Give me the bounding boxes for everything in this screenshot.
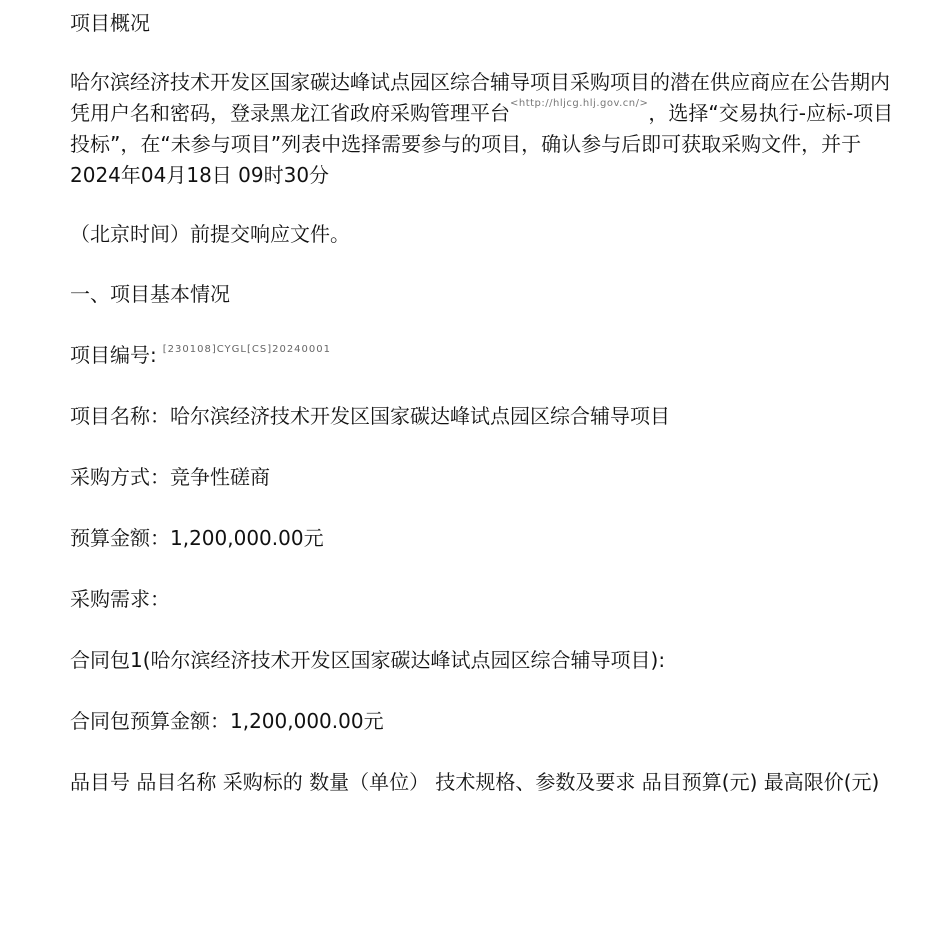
project-name-line: 项目名称：哈尔滨经济技术开发区国家碳达峰试点园区综合辅导项目 xyxy=(70,404,670,428)
project-number-label: 项目编号 xyxy=(70,343,150,367)
section-heading-basic-info: 一、项目基本情况 xyxy=(70,282,230,306)
overview-text-part1: 哈尔滨经济技术开发区国家碳达峰试点园区综合辅导项目采购项目的潜在供应商应在公告期内凭用户名和密码，登录黑龙江省政府采购管理平台 xyxy=(70,70,890,125)
overview-paragraph xyxy=(70,67,900,191)
overview-text-part2: ，选择“交易执行-应标-项目投标”，在“未参与项目”列表中选择需要参与的项目，确认参与后即可获取采购文件，并于 2024年04月18日 09时30分 xyxy=(70,101,894,187)
table-header-line: 品目号 品目名称 采购标的 数量（单位） 技术规格、参数及要求 品目预算(元) 最高限价(元) xyxy=(70,770,880,794)
procurement-method-line: 采购方式：竞争性磋商 xyxy=(70,465,270,489)
project-number-line xyxy=(70,340,900,371)
overview-heading: 项目概况 xyxy=(70,11,150,35)
platform-url: <http://hljcg.hlj.gov.cn/> xyxy=(510,98,649,109)
project-number-value: [230108]CYGL[CS]20240001 xyxy=(162,344,331,355)
contract-package-line: 合同包1(哈尔滨经济技术开发区国家碳达峰试点园区综合辅导项目): xyxy=(70,648,666,672)
overview-deadline-note: （北京时间）前提交响应文件。 xyxy=(70,222,350,246)
contract-budget-line: 合同包预算金额：1,200,000.00元 xyxy=(70,709,384,733)
budget-amount-line: 预算金额：1,200,000.00元 xyxy=(70,526,324,550)
project-number-colon: : xyxy=(150,343,157,367)
procurement-demand-line: 采购需求： xyxy=(70,587,170,611)
announcement-document xyxy=(70,8,900,798)
